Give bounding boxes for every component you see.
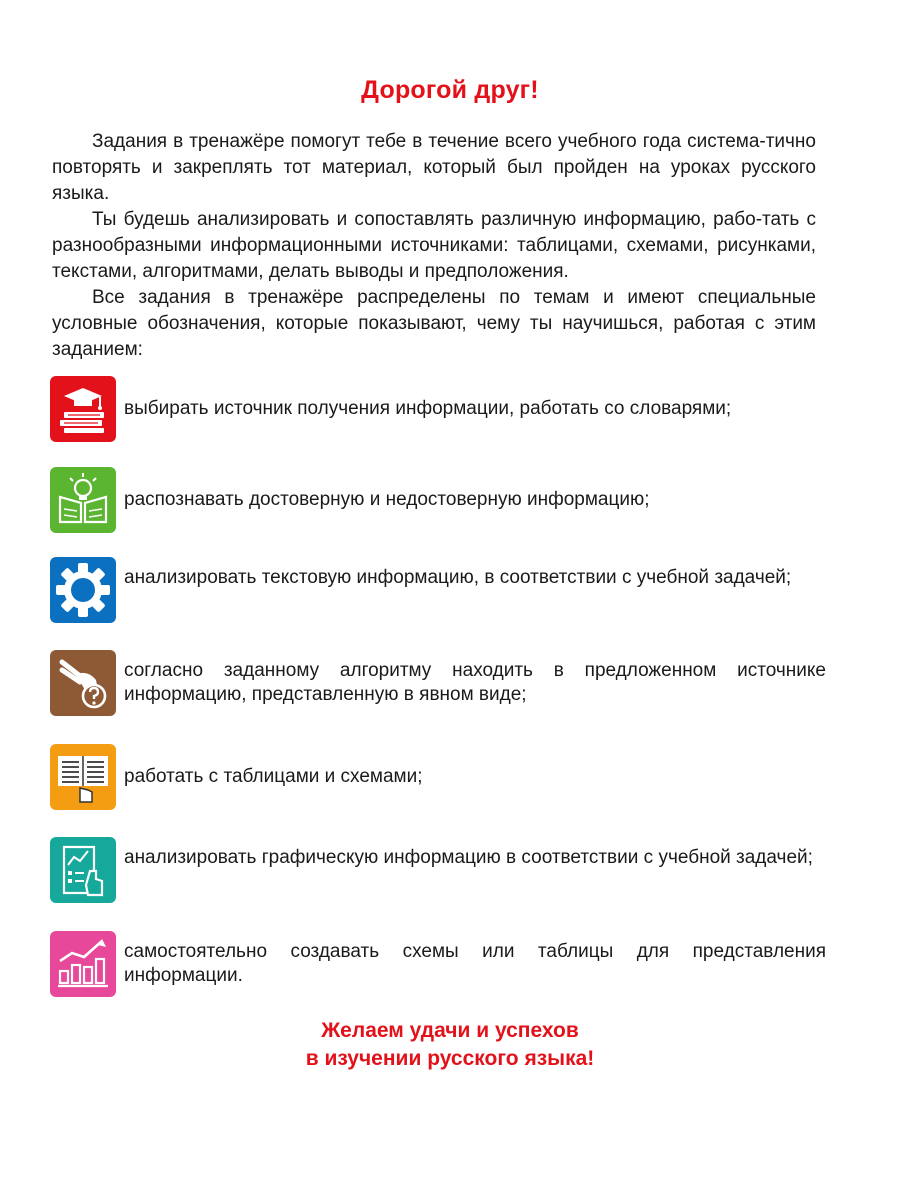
- intro-paragraph-3: Все задания в тренажёре распределены по темам и имеют специальные условные обозначения, которые показывают, чему ты научишься, работая с этим заданием:: [52, 287, 816, 360]
- legend-item: [50, 931, 826, 997]
- legend-item-text: согласно заданному алгоритму находить в предложенном источнике информацию, представленную в явном виде;: [124, 660, 826, 705]
- growth-chart-icon: [50, 931, 116, 997]
- legend-item-text: самостоятельно создавать схемы или таблицы для представления информации.: [124, 941, 826, 986]
- legend-item: [50, 650, 826, 716]
- intro-paragraph-2: Ты будешь анализировать и сопоставлять различную информацию, рабо-тать с разнообразными информационными источниками: таблицами, схемами, рисунками, текстами, алгоритмами, делать выводы и предположения.: [52, 209, 816, 282]
- chart-document-hand-icon: [50, 837, 116, 903]
- page-title: Дорогой друг!: [361, 76, 539, 104]
- legend-item-text: выбирать источник получения информации, работать со словарями;: [124, 398, 732, 419]
- legend-item-text: работать с таблицами и схемами;: [124, 766, 423, 787]
- legend-item: [50, 376, 820, 442]
- legend-item-text: распознавать достоверную и недостоверную информацию;: [124, 489, 650, 510]
- hand-question-icon: [50, 650, 116, 716]
- book-lightbulb-icon: [50, 467, 116, 533]
- intro-paragraph-1: Задания в тренажёре помогут тебе в течение всего учебного года система-тично повторять и закреплять тот материал, который был пройден на уроках русского языка.: [52, 131, 816, 204]
- legend-item: [50, 744, 820, 810]
- intro-text: [52, 129, 816, 363]
- open-book-hand-icon: [50, 744, 116, 810]
- legend-item: [50, 837, 820, 903]
- legend-item-text: анализировать графическую информацию в соответствии с учебной задачей;: [124, 847, 813, 868]
- closing-line-2: в изучении русского языка!: [305, 1047, 595, 1070]
- legend-item: [50, 557, 820, 623]
- legend-item-text: анализировать текстовую информацию, в соответствии с учебной задачей;: [124, 567, 792, 588]
- closing-line-1: Желаем удачи и успехов: [321, 1019, 579, 1042]
- graduation-books-icon: [50, 376, 116, 442]
- closing-wish: [0, 1017, 900, 1073]
- gear-icon: [50, 557, 116, 623]
- legend-item: [50, 467, 820, 533]
